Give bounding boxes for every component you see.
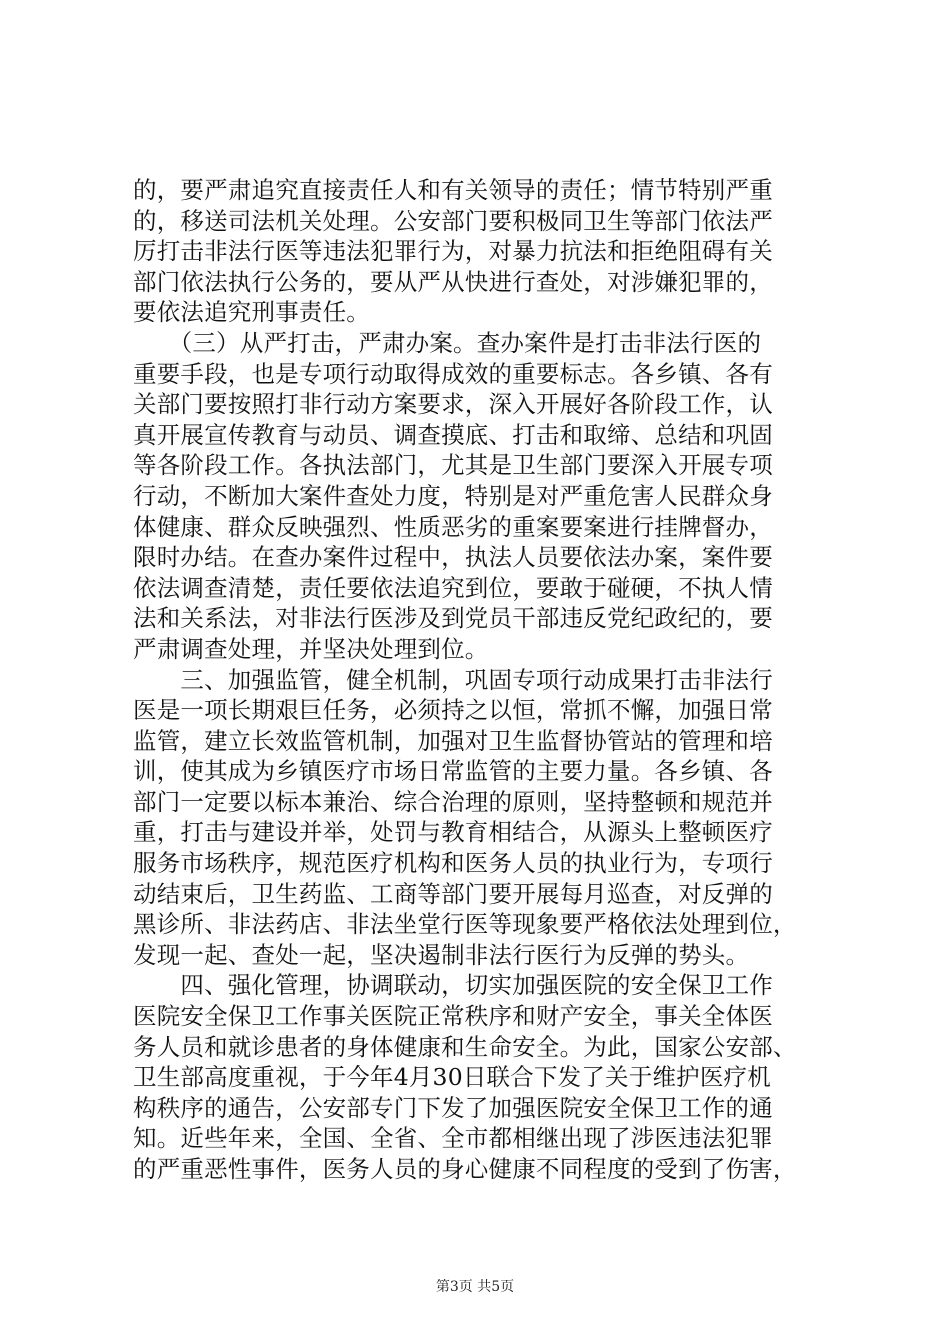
text-line: 的，移送司法机关处理。公安部门要积极同卫生等部门依法严 xyxy=(133,206,773,235)
text-line: （三）从严打击，严肃办案。查办案件是打击非法行医的 xyxy=(133,328,762,357)
text-line: 三、加强监管，健全机制，巩固专项行动成果打击非法行 xyxy=(133,665,773,694)
text-line: 黑诊所、非法药店、非法坐堂行医等现象要严格依法处理到位， xyxy=(133,910,797,939)
text-line: 要依法追究刑事责任。 xyxy=(133,298,370,327)
text-line: 体健康、群众反映强烈、性质恶劣的重案要案进行挂牌督办， xyxy=(133,512,773,541)
text-line: 真开展宣传教育与动员、调查摸底、打击和取缔、总结和巩固 xyxy=(133,420,773,449)
text-line: 部门依法执行公务的，要从严从快进行查处，对涉嫌犯罪的， xyxy=(133,267,773,296)
document-body xyxy=(133,175,833,1185)
text-line: 务人员和就诊患者的身体健康和生命安全。为此，国家公安部、 xyxy=(133,1032,797,1061)
text-line: 依法调查清楚，责任要依法追究到位，要敢于碰硬，不执人情 xyxy=(133,573,773,602)
text-line: 限时办结。在查办案件过程中，执法人员要依法办案，案件要 xyxy=(133,543,773,572)
text-line: 关部门要按照打非行动方案要求，深入开展好各阶段工作，认 xyxy=(133,390,773,419)
text-line: 法和关系法，对非法行医涉及到党员干部违反党纪政纪的，要 xyxy=(133,604,773,633)
text-line: 重，打击与建设并举，处罚与教育相结合，从源头上整顿医疗 xyxy=(133,818,773,847)
text-line: 的，要严肃追究直接责任人和有关领导的责任；情节特别严重 xyxy=(133,176,773,204)
text-line: 严肃调查处理，并坚决处理到位。 xyxy=(133,634,489,663)
text-line: 训，使其成为乡镇医疗市场日常监管的主要力量。各乡镇、各 xyxy=(133,757,773,786)
text-line: 的严重恶性事件，医务人员的身心健康不同程度的受到了伤害， xyxy=(133,1155,797,1183)
text-line: 等各阶段工作。各执法部门，尤其是卫生部门要深入开展专项 xyxy=(133,451,773,480)
text-line: 部门一定要以标本兼治、综合治理的原则，坚持整顿和规范并 xyxy=(133,787,773,816)
text-line: 知。近些年来，全国、全省、全市都相继出现了涉医违法犯罪 xyxy=(133,1124,773,1153)
text-line: 重要手段，也是专项行动取得成效的重要标志。各乡镇、各有 xyxy=(133,359,773,388)
text-line: 行动，不断加大案件查处力度，特别是对严重危害人民群众身 xyxy=(133,481,773,510)
page-footer: 第3页 共5页 xyxy=(435,1279,515,1295)
text-line: 医是一项长期艰巨任务，必须持之以恒，常抓不懈，加强日常 xyxy=(133,696,773,725)
text-line: 监管，建立长效监管机制，加强对卫生监督协管站的管理和培 xyxy=(133,726,773,755)
text-line: 构秩序的通告，公安部专门下发了加强医院安全保卫工作的通 xyxy=(133,1093,773,1122)
text-line: 四、强化管理，协调联动，切实加强医院的安全保卫工作 xyxy=(133,971,773,1000)
text-line: 发现一起、查处一起，坚决遏制非法行医行为反弹的势头。 xyxy=(133,940,750,969)
text-line: 医院安全保卫工作事关医院正常秩序和财产安全，事关全体医 xyxy=(133,1002,773,1031)
text-line: 卫生部高度重视，于今年4月30日联合下发了关于维护医疗机 xyxy=(133,1063,771,1092)
text-line: 服务市场秩序，规范医疗机构和医务人员的执业行为，专项行 xyxy=(133,849,773,878)
text-line: 动结束后，卫生药监、工商等部门要开展每月巡查，对反弹的 xyxy=(133,879,773,908)
text-line: 厉打击非法行医等违法犯罪行为，对暴力抗法和拒绝阻碍有关 xyxy=(133,237,773,266)
